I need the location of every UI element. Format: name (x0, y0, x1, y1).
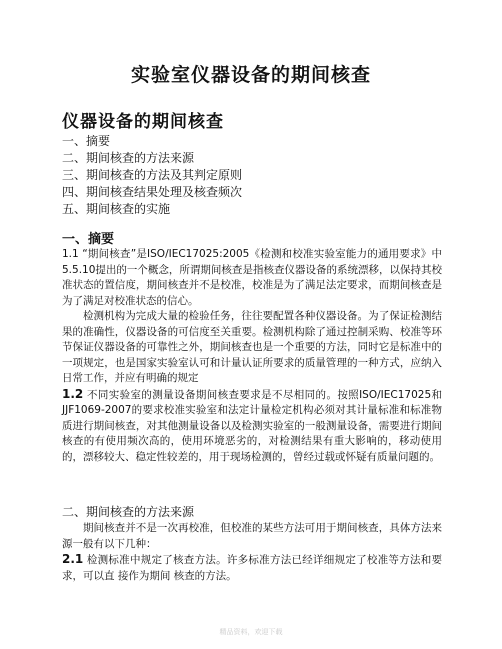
section2-title: 二、期间核查的方法来源 (62, 505, 195, 519)
paragraph-methods: 期间核查并不是一次再校准，但校准的某些方法可用于期间核查，具体方法来源一般有以下几种： (62, 522, 442, 550)
section1-body (62, 247, 442, 465)
section1-title: 一、摘要 (62, 232, 115, 247)
section-heading: 仪器设备的期间核查 (62, 112, 224, 132)
toc-item: 五、期间核查的实施 (62, 202, 171, 216)
toc-item: 二、期间核查的方法来源 (62, 151, 195, 165)
toc-item: 一、摘要 (62, 134, 111, 148)
paragraph-text: 不同实验室的测量设备期间核查要求是不尽相同的。按照ISO/IEC17025和JJF1069-2007的要求校准实验室和法定计量检定机构必须对其计量标准和标准物质进行期间核查，对其他测量设备以及检测实验室的一般测量设备，需要进行期间核查的有使用频次高的，使用环境恶劣的，对检测结果有重大影响的，移动使用的，漂移较大、稳定性较差的，用于现场检测的，曾经过载或怀疑有质量问题的。 (62, 388, 443, 463)
toc-item: 四、期间核查结果处理及核查频次 (62, 185, 243, 199)
table-of-contents (62, 133, 242, 218)
toc-item: 三、期间核查的方法及其判定原则 (62, 168, 243, 182)
paragraph-number: 2.1 (62, 552, 84, 566)
paragraph-1-1: 1.1 “期间核查”是ISO/IEC17025:2005《检测和校准实验室能力的通用要求》中5.5.10提出的一个概念，所谓期间核查是指核查仪器设备的系统漂移，以保持其校准状态的置信度，期间核查并不是校准，校准是为了满足法定要求，而期间核查是为了满足对校准状态的信心。 (62, 248, 442, 307)
section2-body (62, 521, 442, 584)
paragraph-1-2 (62, 387, 442, 466)
footer-watermark: 精品资料，欢迎下载 (219, 628, 283, 636)
document-title: 实验室仪器设备的期间核查 (130, 64, 371, 86)
paragraph-detection: 检测机构为完成大量的检验任务，往往要配置各种仪器设备。为了保证检测结果的准确性，仪器设备的可信度至关重要。检测机构除了通过控制采购、校准等环节保证仪器设备的可靠性之外，期间核查也是一个重要的方法，同时它是标准中的一项规定，也是国家实验室认可和计量认证所要求的质量管理的一种方式，应纳入日常工作，并应有明确的规定 (62, 310, 442, 384)
paragraph-text: 检测标准中规定了核查方法。许多标准方法已经详细规定了校准等方法和要求，可以直 接作为期间 核查的方法。 (62, 554, 442, 582)
paragraph-number: 1.2 (62, 386, 84, 401)
paragraph-2-1 (62, 552, 442, 584)
